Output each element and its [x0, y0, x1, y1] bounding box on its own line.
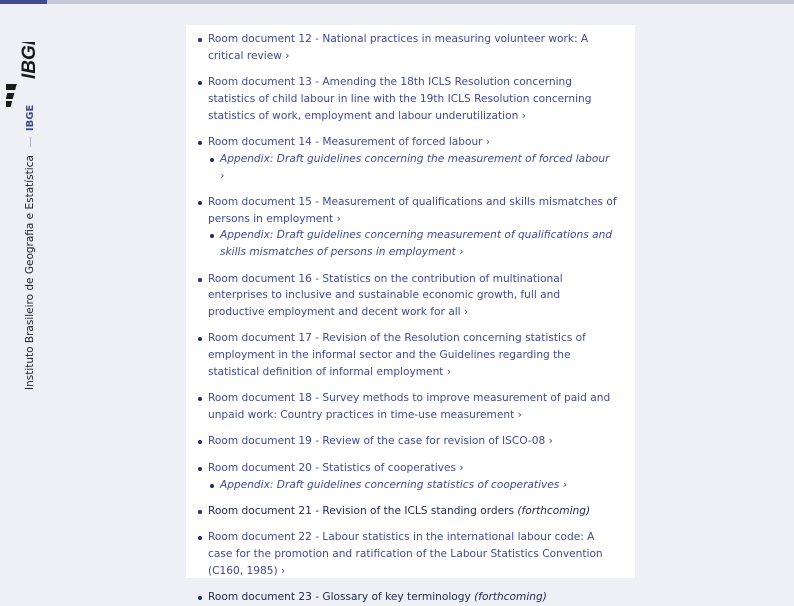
chevron-right-icon: ›	[548, 435, 553, 448]
chevron-right-icon: ›	[336, 212, 341, 225]
document-link[interactable]: Room document 13 - Amending the 18th ICLS Resolution concerning statistics of child labour in line with the 19th ICLS Resolution concerning statistics of work, employment and labour underutilization	[208, 76, 592, 122]
document-link[interactable]: Room document 12 - National practices in measuring volunteer work: A critical review	[208, 33, 589, 62]
document-link[interactable]: Room document 17 - Revision of the Resolution concerning statistics of employment in the informal sector and the Guidelines regarding the statistical definition of informal employment	[208, 332, 586, 379]
appendix-link[interactable]: Appendix: Draft guidelines concerning measurement of qualifications and skills mismatches of persons in employment	[220, 229, 613, 259]
appendix-link[interactable]: Appendix: Draft guidelines concerning statistics of cooperatives	[220, 478, 560, 491]
chevron-right-icon: ›	[280, 564, 286, 577]
chevron-right-icon: ›	[517, 409, 522, 422]
document-item	[186, 74, 635, 124]
chevron-right-icon: ›	[485, 135, 491, 148]
top-bar	[0, 0, 794, 4]
chevron-right-icon: ›	[463, 306, 469, 319]
document-item	[186, 134, 635, 184]
document-item	[186, 589, 635, 606]
document-link[interactable]: Room document 18 - Survey methods to improve measurement of paid and unpaid work: Country practices in time-use measurement	[208, 392, 611, 422]
institute-short-name: IBGE	[24, 104, 36, 132]
forthcoming-note: (forthcoming)	[517, 504, 591, 517]
documents-panel	[186, 25, 635, 604]
chevron-right-icon: ›	[521, 109, 526, 122]
chevron-right-icon: ›	[562, 478, 567, 491]
appendix-item	[208, 151, 617, 185]
appendix-item	[208, 477, 617, 494]
document-item	[186, 194, 635, 261]
documents-list	[186, 31, 635, 606]
document-link[interactable]: Room document 19 - Review of the case for revision of ISCO-08	[208, 435, 546, 448]
document-link[interactable]: Room document 15 - Measurement of qualifications and skills mismatches of persons in employment	[208, 195, 617, 225]
appendix-list	[208, 227, 617, 261]
document-link[interactable]: Room document 22 - Labour statistics in the international labour code: A case for the promotion and ratification of the Labour Statistics Convention (C160, 1985)	[208, 531, 603, 577]
document-link[interactable]: Room document 20 - Statistics of cooperatives	[208, 461, 457, 474]
appendix-list	[208, 151, 617, 185]
institute-name: Instituto Brasileiro de Geografia e Estatística	[24, 155, 36, 390]
ibge-logo[interactable]	[6, 42, 42, 108]
chevron-right-icon: ›	[285, 49, 290, 62]
document-link: Room document 21 - Revision of the ICLS standing orders	[208, 504, 514, 517]
document-link[interactable]: Room document 16 - Statistics on the contribution of multinational enterprises to inclusive and sustainable economic growth, full and productive employment and decent work for all	[208, 272, 563, 319]
document-item	[186, 330, 635, 380]
chevron-right-icon: ›	[459, 461, 464, 474]
appendix-item	[208, 227, 617, 261]
document-item	[186, 31, 635, 65]
document-item	[186, 503, 635, 520]
appendix-link[interactable]: Appendix: Draft guidelines concerning the measurement of forced labour	[220, 152, 610, 165]
chevron-right-icon: ›	[220, 169, 225, 182]
document-item	[186, 390, 635, 424]
chevron-right-icon: ›	[446, 366, 452, 379]
document-item	[186, 433, 635, 450]
divider	[30, 137, 31, 147]
document-item	[186, 271, 635, 321]
institute-vertical-label	[24, 105, 36, 390]
document-item	[186, 460, 635, 494]
logo-wordmark: IBGE	[19, 42, 40, 79]
forthcoming-note: (forthcoming)	[474, 591, 547, 604]
chevron-right-icon: ›	[459, 246, 464, 259]
document-item	[186, 529, 635, 579]
appendix-list	[208, 477, 617, 494]
document-link: Room document 23 - Glossary of key terminology	[208, 591, 471, 604]
sidebar	[0, 4, 48, 595]
ibge-logo-icon	[6, 42, 42, 108]
document-link[interactable]: Room document 14 - Measurement of forced labour	[208, 135, 483, 148]
